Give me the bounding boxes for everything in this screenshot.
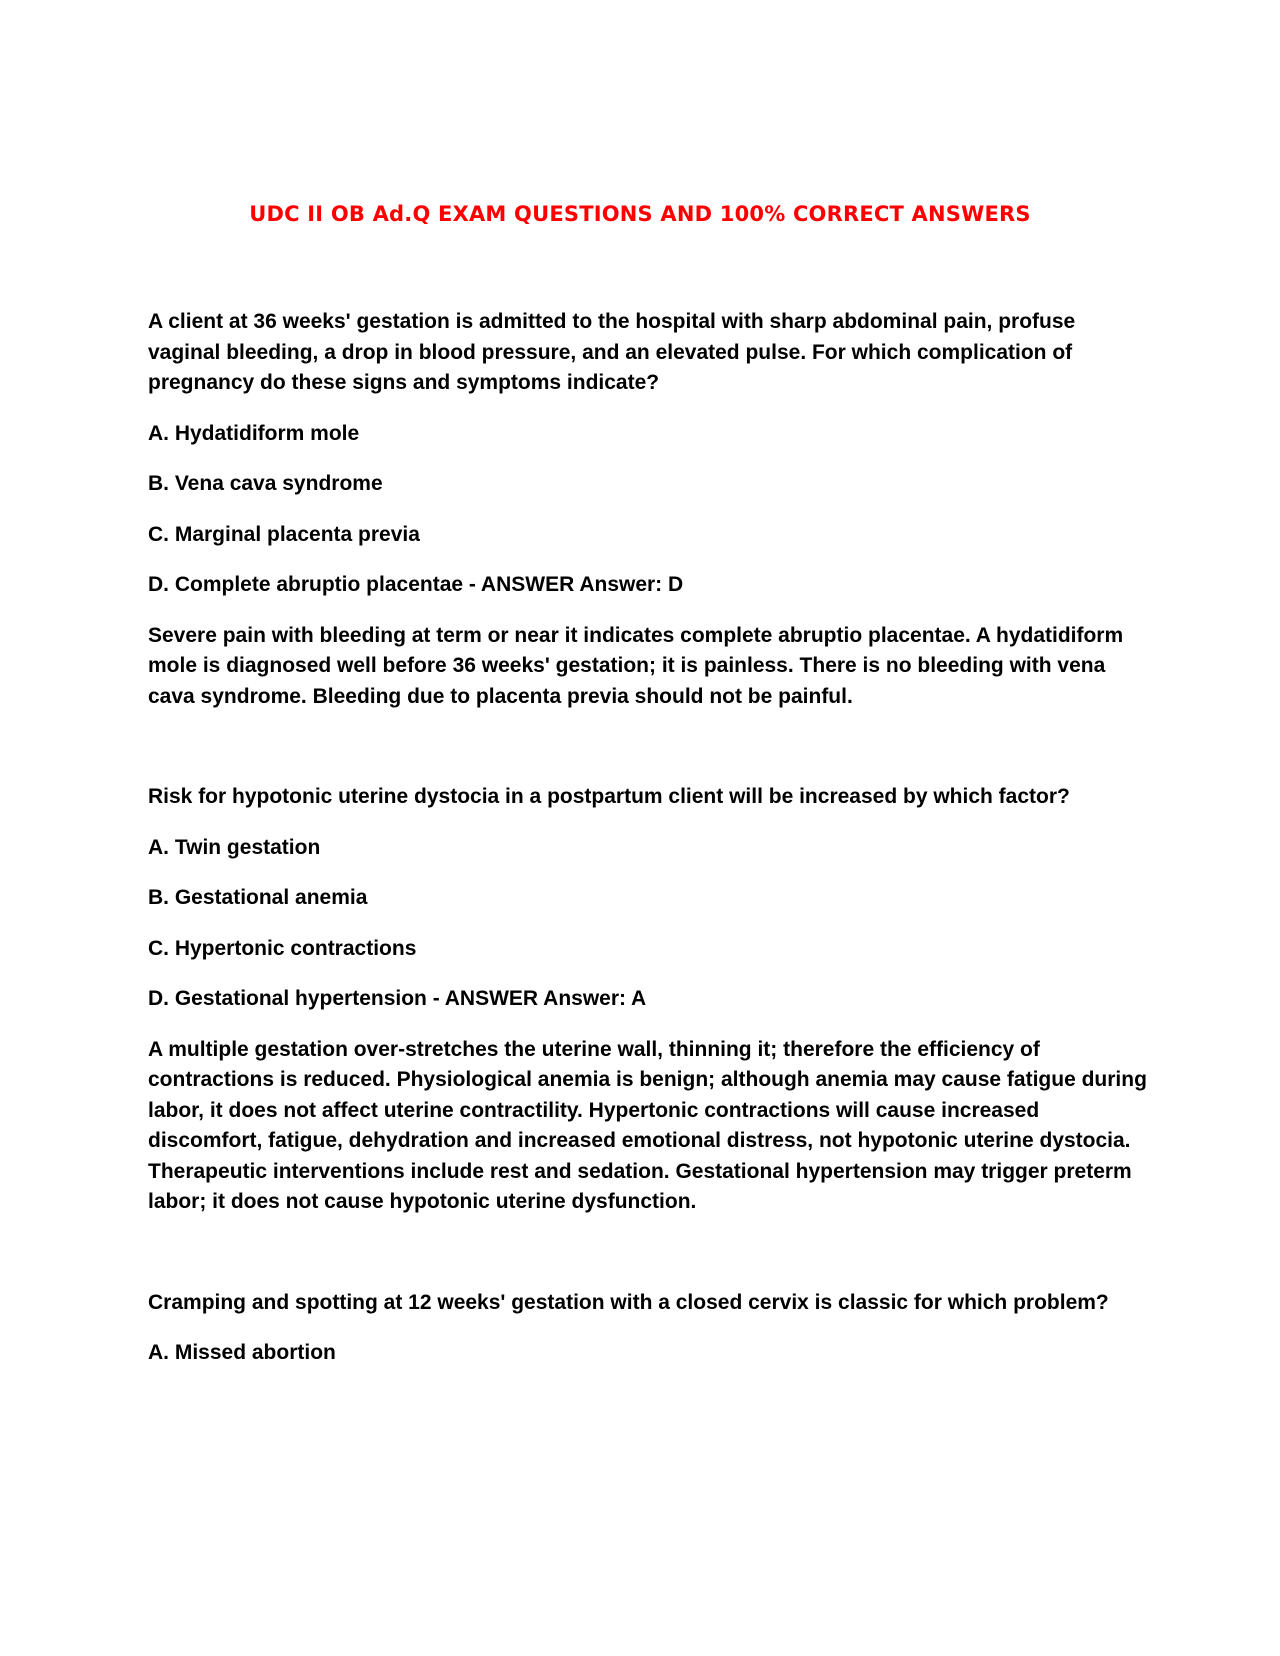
answer-option: A. Twin gestation <box>148 835 321 859</box>
answer-option: A. Hydatidiform mole <box>148 421 360 445</box>
answer-explanation: A multiple gestation over-stretches the uterine wall, thinning it; therefore the efficiency of contractions is reduced. Physiological anemia is benign; although anemia may cause fatigue during labor, it does not affect uterine contractility. Hypertonic contractions will cause increased discomfort, fatigue, dehydration and increased emotional distress, not hypotonic uterine dystocia. Therapeutic interventions include rest and sedation. Gestational hypertension may trigger preterm labor; it does not cause hypotonic uterine dysfunction. <box>148 1037 1147 1213</box>
answer-explanation: Severe pain with bleeding at term or near it indicates complete abruptio placentae. A hydatidiform mole is diagnosed well before 36 weeks' gestation; it is painless. There is no bleeding with vena cava syndrome. Bleeding due to placenta previa should not be painful. <box>148 623 1124 708</box>
answer-option: B. Vena cava syndrome <box>148 472 383 495</box>
answer-option: C. Marginal placenta previa <box>148 522 420 546</box>
question-stem: A client at 36 weeks' gestation is admitted to the hospital with sharp abdominal pain, profuse vaginal bleeding, a drop in blood pressure, and an elevated pulse. For which complication of pregnancy do these signs and symptoms indicate? <box>148 310 1076 394</box>
answer-option: C. Hypertonic contractions <box>148 936 417 960</box>
answer-option: D. Complete abruptio placentae - ANSWER Answer: D <box>148 573 684 596</box>
question-stem: Cramping and spotting at 12 weeks' gestation with a closed cervix is classic for which problem? <box>148 1290 1109 1314</box>
answer-option: D. Gestational hypertension - ANSWER Answer: A <box>148 987 647 1010</box>
answer-option: A. Missed abortion <box>148 1341 336 1364</box>
question-block <box>148 782 1148 1218</box>
document-body <box>148 307 1148 1389</box>
question-block <box>148 307 1148 712</box>
answer-option: B. Gestational anemia <box>148 886 368 909</box>
question-stem: Risk for hypotonic uterine dystocia in a postpartum client will be increased by which factor? <box>148 785 1070 808</box>
question-block <box>148 1288 1148 1369</box>
document-title: UDC II OB Ad.Q EXAM QUESTIONS AND 100% CORRECT ANSWERS <box>249 202 1031 226</box>
